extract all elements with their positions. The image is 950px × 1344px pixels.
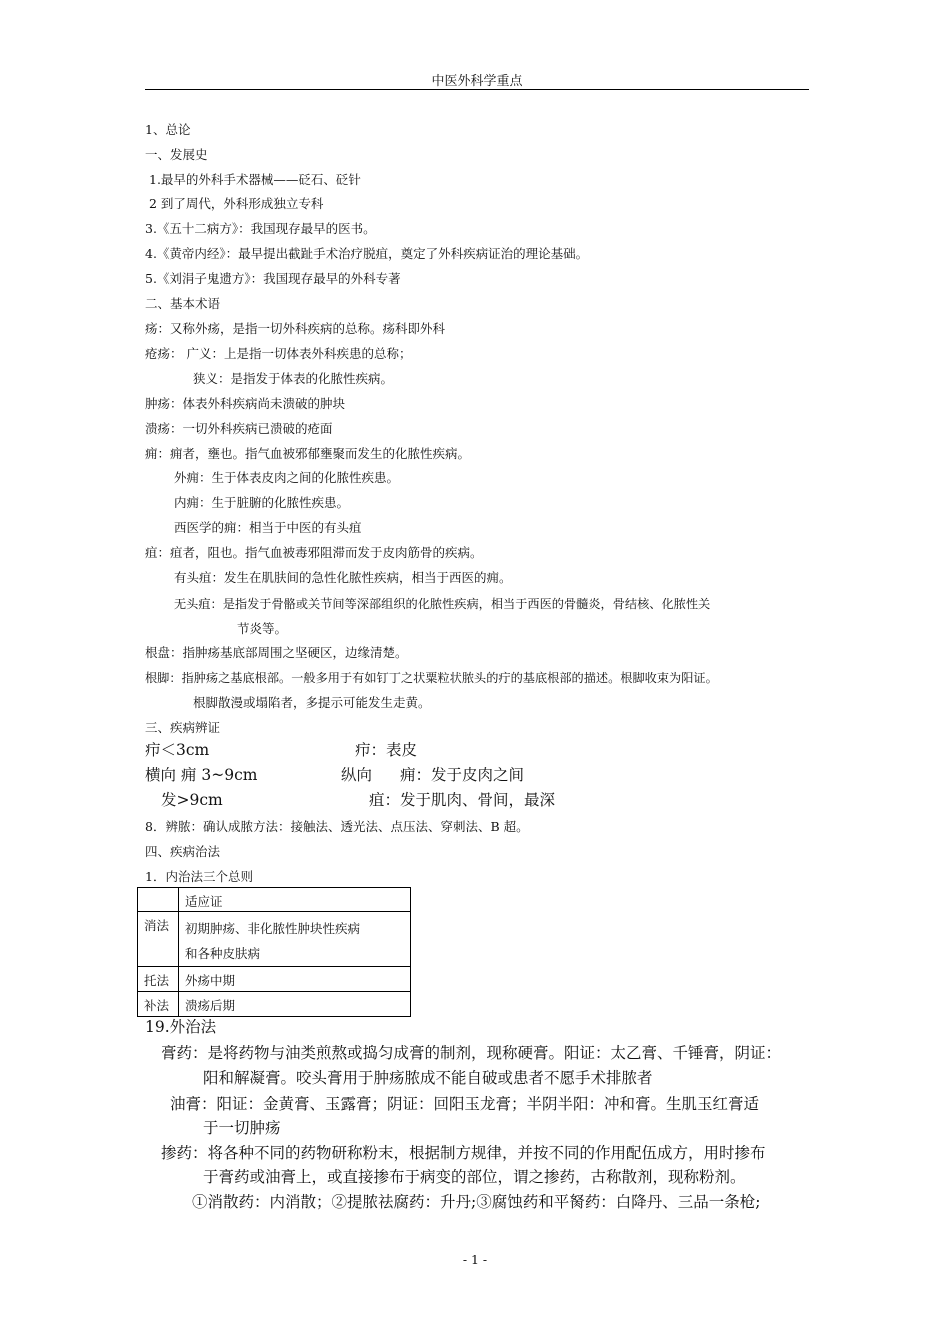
text-line: 疮疡： 广义：上是指一切体表外科疾患的总称； xyxy=(145,346,412,361)
table-row xyxy=(138,992,411,1017)
text-line: 有头疽：发生在肌肤间的急性化脓性疾病，相当于西医的痈。 xyxy=(174,570,512,585)
text-line: 肿疡：体表外科疾病尚未溃破的肿块 xyxy=(145,396,346,411)
section-heading: 1、总论 xyxy=(145,122,191,137)
text-line: 无头疽：是指发于骨骼或关节间等深部组织的化脓性疾病，相当于西医的骨髓炎，骨结核、化脓性关 xyxy=(174,597,711,611)
text-line: 疽：疽者，阻也。指气血被毒邪阻滞而发于皮肉筋骨的疾病。 xyxy=(145,545,483,560)
section-heading: 19.外治法 xyxy=(145,1018,217,1036)
table-cell-method: 补法 xyxy=(138,992,179,1017)
page-number: - 1 - xyxy=(462,1252,488,1267)
text-line: 疽：发于肌肉、骨间，最深 xyxy=(369,791,556,809)
text-line: 根脚：指肿疡之基底根部。一般多用于有如钉丁之状粟粒状脓头的疔的基底根部的描述。根脚收束为阳证。 xyxy=(145,671,718,685)
text-line: 于膏药或油膏上，或直接掺布于病变的部位，谓之掺药，古称散剂，现称粉剂。 xyxy=(203,1168,746,1186)
text-line: 疖＜3cm xyxy=(145,741,210,759)
text-line: 2 到了周代，外科形成独立专科 xyxy=(149,196,324,211)
text-line: 膏药：是将药物与油类煎熬或捣匀成膏的制剂，现称硬膏。阳证：太乙膏、千锤膏，阴证： xyxy=(161,1044,782,1062)
text-line: 溃疡：一切外科疾病已溃破的疮面 xyxy=(145,421,333,436)
text-line: 掺药：将各种不同的药物研称粉末，根据制方规律，并按不同的作用配伍成方，用时掺布 xyxy=(161,1144,766,1162)
text-line: 8．辨脓：确认成脓方法：接触法、透光法、点压法、穿刺法、B 超。 xyxy=(145,819,529,834)
text-line: 疖：表皮 xyxy=(355,741,418,759)
text-line: 油膏：阳证：金黄膏、玉露膏；阴证：回阳玉龙膏；半阴半阳：冲和膏。生肌玉红膏适 xyxy=(170,1095,760,1113)
table-header-row xyxy=(138,888,411,912)
page-header: 中医外科学重点 xyxy=(145,70,809,90)
text-line: 1．内治法三个总则 xyxy=(145,869,253,884)
text-line: 狭义：是指发于体表的化脓性疾病。 xyxy=(193,371,394,386)
section-heading: 二、基本术语 xyxy=(145,296,221,311)
table-cell-method: 托法 xyxy=(138,967,179,992)
table-header-cell: 适应证 xyxy=(179,888,411,912)
text-line: 5.《刘涓子鬼遗方》：我国现存最早的外科专著 xyxy=(145,271,401,286)
table-cell-line: 和各种皮肤病 xyxy=(185,946,261,961)
text-line: 痈：发于皮肉之间 xyxy=(400,766,525,784)
text-line: 纵向 xyxy=(341,766,373,784)
text-line: 4.《黄帝内经》：最早提出截趾手术治疗脱疽，奠定了外科疾病证治的理论基础。 xyxy=(145,246,589,261)
text-line: 节炎等。 xyxy=(237,621,288,636)
text-line: ①消散药：内消散；②提脓祛腐药：升丹;③腐蚀药和平胬药：白降丹、三品一条枪; xyxy=(192,1193,761,1211)
text-line: 痈：痈者，壅也。指气血被邪郁壅聚而发生的化脓性疾病。 xyxy=(145,446,471,461)
section-heading: 三、疾病辨证 xyxy=(145,720,221,735)
table-cell-line: 初期肿疡、非化脓性肿块性疾病 xyxy=(185,921,361,936)
table-cell-indication: 溃疡后期 xyxy=(179,992,411,1017)
treatment-table xyxy=(137,887,411,1017)
section-heading: 一、发展史 xyxy=(145,147,208,162)
table-cell-indication: 外疡中期 xyxy=(179,967,411,992)
table-row xyxy=(138,967,411,992)
text-line: 1.最早的外科手术器械——砭石、砭针 xyxy=(149,172,361,187)
table-cell-indication xyxy=(179,912,411,967)
text-line: 阳和解凝膏。咬头膏用于肿疡脓成不能自破或患者不愿手术排脓者 xyxy=(203,1069,653,1087)
text-line: 横向 痈 3~9cm xyxy=(145,766,258,784)
table-row xyxy=(138,912,411,967)
text-line: 于一切肿疡 xyxy=(203,1119,281,1137)
section-heading: 四、疾病治法 xyxy=(145,844,221,859)
text-line: 根脚散漫或塌陷者，多提示可能发生走黄。 xyxy=(193,695,431,710)
text-line: 3.《五十二病方》：我国现存最早的医书。 xyxy=(145,221,376,236)
text-line: 西医学的痈：相当于中医的有头疽 xyxy=(174,520,362,535)
table-header-cell xyxy=(138,888,179,912)
text-line: 外痈：生于体表皮肉之间的化脓性疾患。 xyxy=(174,470,400,485)
text-line: 内痈：生于脏腑的化脓性疾患。 xyxy=(174,495,350,510)
table-cell-method: 消法 xyxy=(138,912,179,967)
text-line: 根盘：指肿疡基底部周围之坚硬区，边缘清楚。 xyxy=(145,645,408,660)
text-line: 疡：又称外疡，是指一切外科疾病的总称。疡科即外科 xyxy=(145,321,446,336)
text-line: 发>9cm xyxy=(161,791,223,809)
